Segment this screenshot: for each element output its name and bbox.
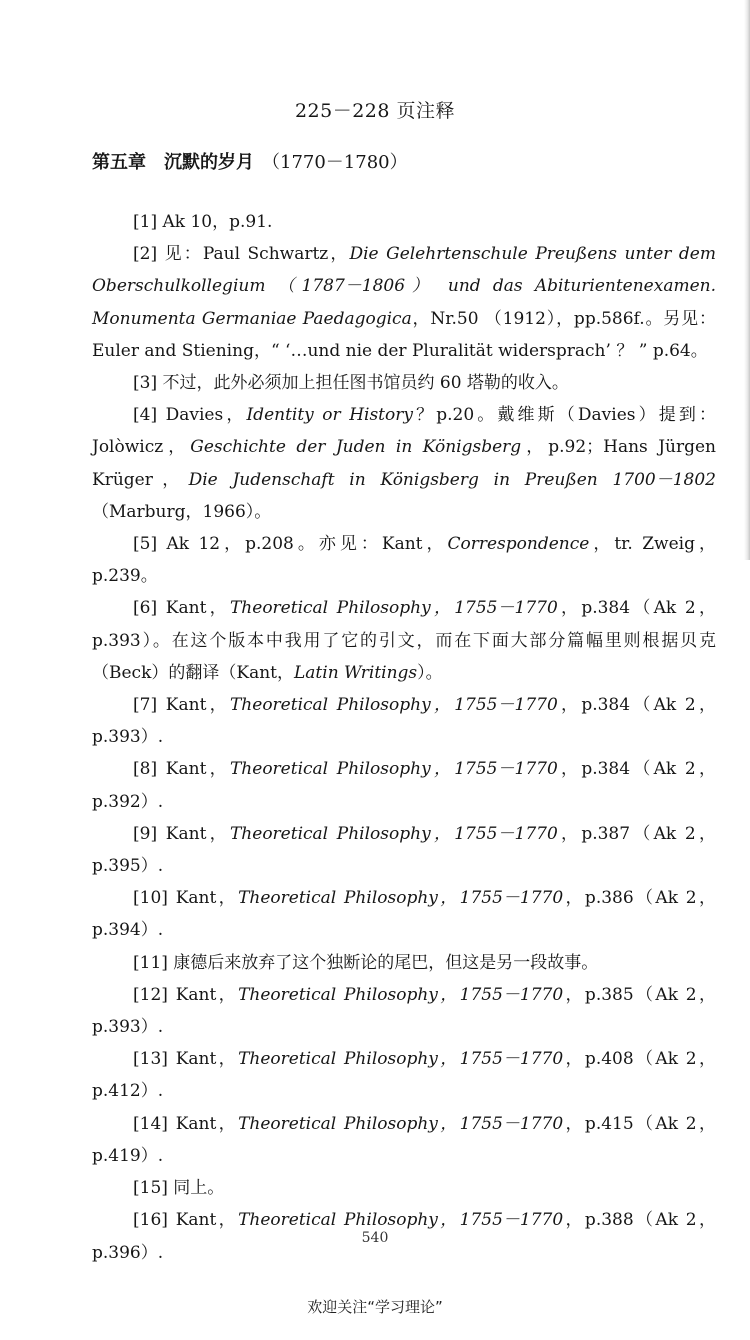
endnote-text: Kant， xyxy=(157,759,230,780)
endnote-italic-title: Theoretical Philosophy，1755－1770 xyxy=(229,695,558,716)
endnote-italic-title: Identity or History xyxy=(246,405,413,426)
endnote-text: Kant， xyxy=(167,984,239,1005)
endnote-italic-title: Theoretical Philosophy，1755－1770 xyxy=(238,1113,564,1134)
endnote-italic-title: Theoretical Philosophy，1755－1770 xyxy=(238,1049,564,1070)
endnote-italic-title: Theoretical Philosophy，1755－1770 xyxy=(229,823,558,844)
endnote-text: ，p.92；Hans Jürgen Krüger， xyxy=(92,437,716,490)
endnote-text: 见：Paul Schwartz， xyxy=(157,244,350,265)
endnote-italic-title: Latin Writings xyxy=(294,662,418,683)
endnote-text: 不过，此外必须加上担任图书馆员约 60 塔勒的收入。 xyxy=(157,373,569,394)
endnote-item xyxy=(92,1043,716,1107)
footer-watermark-text: 欢迎关注“学习理论” xyxy=(307,1298,443,1316)
endnote-number: [15] xyxy=(133,1178,168,1199)
endnotes-list xyxy=(92,206,716,1269)
endnote-italic-title: Die Gelehrtenschule Preußens unter dem Oberschulkollegium （1787－1806） und das Abiturientenexamen. Monumenta Germaniae Paedagogica xyxy=(92,244,716,329)
endnote-italic-title: Theoretical Philosophy，1755－1770 xyxy=(229,759,558,780)
endnote-text: ，p.415（Ak 2，p.419）. xyxy=(92,1113,716,1166)
endnote-number: [11] xyxy=(133,952,168,973)
endnote-text: 同上。 xyxy=(167,1178,225,1199)
endnote-item xyxy=(92,818,716,882)
endnote-item xyxy=(92,753,716,817)
endnote-text: Kant， xyxy=(157,695,230,716)
endnote-item xyxy=(92,1172,716,1204)
endnote-item xyxy=(92,367,716,399)
endnote-text: ，p.408（Ak 2，p.412）. xyxy=(92,1049,716,1102)
endnote-item xyxy=(92,979,716,1043)
running-header: 225－228 页注释 xyxy=(294,100,456,122)
endnote-text: ，p.384（Ak 2，p.392）. xyxy=(92,759,716,812)
endnote-italic-title: Geschichte der Juden in Königsberg xyxy=(190,437,522,458)
endnote-item xyxy=(92,947,716,979)
endnote-number: [2] xyxy=(133,244,158,265)
endnote-item xyxy=(92,238,716,367)
chapter-years: （1770－1780） xyxy=(262,152,408,173)
endnote-number: [13] xyxy=(133,1049,168,1070)
endnote-italic-title: Theoretical Philosophy，1755－1770 xyxy=(238,888,564,909)
endnote-item xyxy=(92,1108,716,1172)
endnote-italic-title: Correspondence xyxy=(447,534,590,555)
endnote-text: Kant， xyxy=(167,1049,239,1070)
endnote-text: 康德后来放弃了这个独断论的尾巴，但这是另一段故事。 xyxy=(167,952,599,973)
endnote-number: [16] xyxy=(133,1210,168,1231)
endnote-text: ，p.384（Ak 2，p.393）. xyxy=(92,695,716,748)
endnote-number: [7] xyxy=(133,695,158,716)
chapter-number: 第五章 xyxy=(92,152,146,173)
endnote-text: ，p.388（Ak 2，p.396）. xyxy=(92,1210,716,1263)
endnote-text: ，p.384（Ak 2，p.393）。在这个版本中我用了它的引文，而在下面大部分篇幅里则根据贝克（Beck）的翻译（Kant， xyxy=(92,598,716,683)
endnote-text: ，p.385（Ak 2，p.393）. xyxy=(92,984,716,1038)
chapter-title: 沉默的岁月 xyxy=(164,152,254,173)
endnote-number: [5] xyxy=(133,534,158,555)
endnote-item xyxy=(92,399,716,528)
endnote-item xyxy=(92,206,716,238)
scan-edge-shadow xyxy=(744,0,750,560)
endnote-number: [4] xyxy=(133,405,158,426)
endnote-text: Ak 12，p.208。亦见：Kant， xyxy=(157,534,448,555)
endnote-text: ？p.20。戴维斯（Davies）提到：Jolòwicz， xyxy=(92,405,716,458)
endnote-text: Kant， xyxy=(167,1113,239,1134)
endnote-text: Ak 10，p.91. xyxy=(157,212,273,232)
endnote-text: （Marburg，1966）。 xyxy=(92,501,272,522)
endnote-item xyxy=(92,882,716,946)
chapter-heading xyxy=(92,148,408,174)
endnote-italic-title: Die Judenschaft in Königsberg in Preußen 1700－1802 xyxy=(188,469,716,490)
endnote-text: Kant， xyxy=(167,888,239,909)
endnote-text: ）。 xyxy=(417,662,443,683)
endnote-text: ，tr. Zweig，p.239。 xyxy=(92,534,716,587)
endnote-italic-title: Theoretical Philosophy，1755－1770 xyxy=(238,1210,564,1231)
endnote-text: Davies， xyxy=(157,405,247,426)
endnote-item xyxy=(92,689,716,753)
endnote-text: ，Nr.50 （1912），pp.586f.。另见：Euler and Stiening，“ ‘…und nie der Pluralität widersprach’ ？ ” p.64。 xyxy=(92,308,717,361)
endnote-number: [1] xyxy=(133,212,158,232)
endnote-item xyxy=(92,592,716,689)
endnote-text: Kant， xyxy=(157,823,230,844)
endnote-item xyxy=(92,528,716,592)
endnote-number: [10] xyxy=(133,888,168,909)
endnote-text: ，p.386（Ak 2，p.394）. xyxy=(92,888,716,941)
endnote-text: Kant， xyxy=(167,1210,239,1231)
page-number: 540 xyxy=(361,1230,389,1246)
endnote-number: [8] xyxy=(133,759,158,780)
endnote-number: [6] xyxy=(133,598,158,619)
endnote-italic-title: Theoretical Philosophy，1755－1770 xyxy=(229,598,558,619)
endnote-number: [3] xyxy=(133,373,158,394)
endnote-number: [14] xyxy=(133,1113,168,1134)
endnote-text: Kant， xyxy=(157,598,230,619)
endnote-number: [9] xyxy=(133,823,158,844)
endnote-text: ，p.387（Ak 2，p.395）. xyxy=(92,823,716,877)
endnote-italic-title: Theoretical Philosophy，1755－1770 xyxy=(238,984,564,1005)
endnote-number: [12] xyxy=(133,984,168,1005)
